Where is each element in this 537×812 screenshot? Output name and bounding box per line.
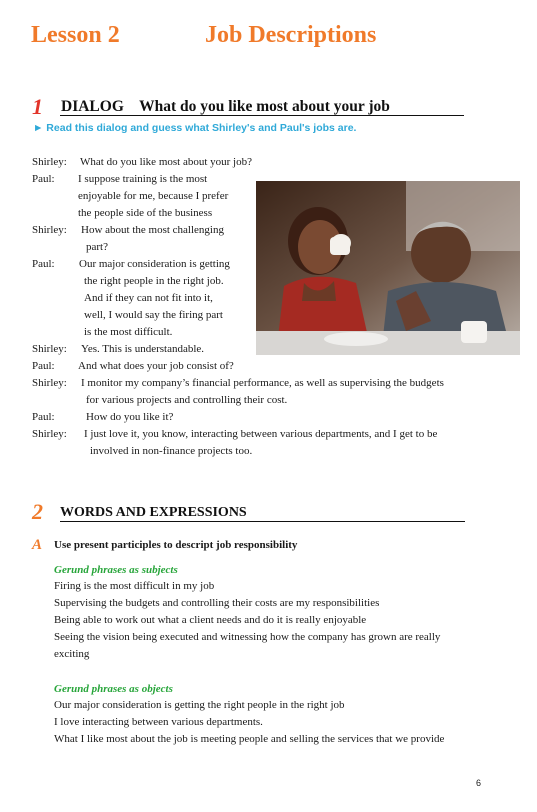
gerund-objects-heading: Gerund phrases as objects (54, 683, 173, 695)
dialog-line: is the most difficult. (84, 326, 173, 338)
dialog-line: I suppose training is the most (78, 173, 208, 185)
list-item: Firing is the most difficult in my job (54, 580, 215, 592)
dialog-line: Yes. This is understandable. (81, 343, 205, 355)
section-2-underline (60, 521, 465, 522)
dialog-line: involved in non-finance projects too. (90, 445, 253, 457)
list-item: Supervising the budgets and controlling their costs are my responsibilities (54, 597, 380, 609)
dialog-line: And what does your job consist of? (78, 360, 234, 372)
page-number: 6 (476, 778, 482, 788)
dialog-line: well, I would say the firing part (84, 309, 223, 321)
dialog-speaker: Paul: (32, 258, 55, 270)
gerund-objects-list (54, 697, 444, 748)
section-1-heading: DIALOG What do you like most about your job (61, 98, 390, 115)
lesson-number: Lesson 2 (31, 22, 120, 48)
dialog-line: Our major consideration is getting (79, 258, 230, 270)
dialog-line: How about the most challenging (81, 224, 224, 236)
dialog-line: I monitor my company’s financial performance, as well as supervising the budgets (81, 377, 444, 389)
list-item: exciting (54, 648, 90, 660)
dialog-line: part? (86, 241, 108, 253)
dialog-instruction: ► Read this dialog and guess what Shirley's and Paul's jobs are. (33, 122, 357, 134)
dialog-line: What do you like most about your job? (80, 156, 252, 168)
dialog-line: enjoyable for me, because I prefer (78, 190, 229, 202)
lesson-title: Job Descriptions (205, 22, 377, 48)
dialog-speaker: Shirley: (32, 377, 67, 389)
list-item: I love interacting between various departments. (54, 716, 263, 728)
dialog-line: How do you like it? (86, 411, 174, 423)
section-1-underline (60, 115, 464, 116)
gerund-subjects-heading: Gerund phrases as subjects (54, 564, 178, 576)
dialog-speaker: Shirley: (32, 428, 67, 440)
section-2-heading: WORDS AND EXPRESSIONS (60, 505, 247, 520)
gerund-subjects-list (54, 578, 440, 663)
dialog-line: the right people in the right job. (84, 275, 224, 287)
dialog-line: for various projects and controlling their cost. (86, 394, 288, 406)
dialog-speaker: Shirley: (32, 156, 67, 168)
coworkers-photo-illustration (256, 181, 520, 355)
dialog-speaker: Paul: (32, 360, 55, 372)
dialog-line: I just love it, you know, interacting between various departments, and I get to be (84, 428, 438, 440)
subsection-a-instruction: Use present participles to descript job responsibility (54, 539, 298, 551)
section-2-number: 2 (32, 499, 43, 524)
list-item: Seeing the vision being executed and witnessing how the company has grown are really (54, 631, 441, 643)
dialog-line: the people side of the business (78, 207, 213, 219)
dialog-speaker: Paul: (32, 411, 55, 423)
dialog-speaker: Shirley: (32, 224, 67, 236)
dialog-line: And if they can not fit into it, (84, 292, 213, 304)
dialog-photo (256, 181, 520, 355)
dialog-speaker: Paul: (32, 173, 55, 185)
dialog-speaker: Shirley: (32, 343, 67, 355)
list-item: Our major consideration is getting the right people in the right job (54, 699, 345, 711)
subsection-a-letter: A (32, 537, 43, 553)
list-item: Being able to work out what a client needs and do it is really enjoyable (54, 614, 367, 626)
section-1-number: 1 (32, 94, 43, 119)
list-item: What I like most about the job is meeting people and selling the services that we provide (54, 733, 445, 745)
